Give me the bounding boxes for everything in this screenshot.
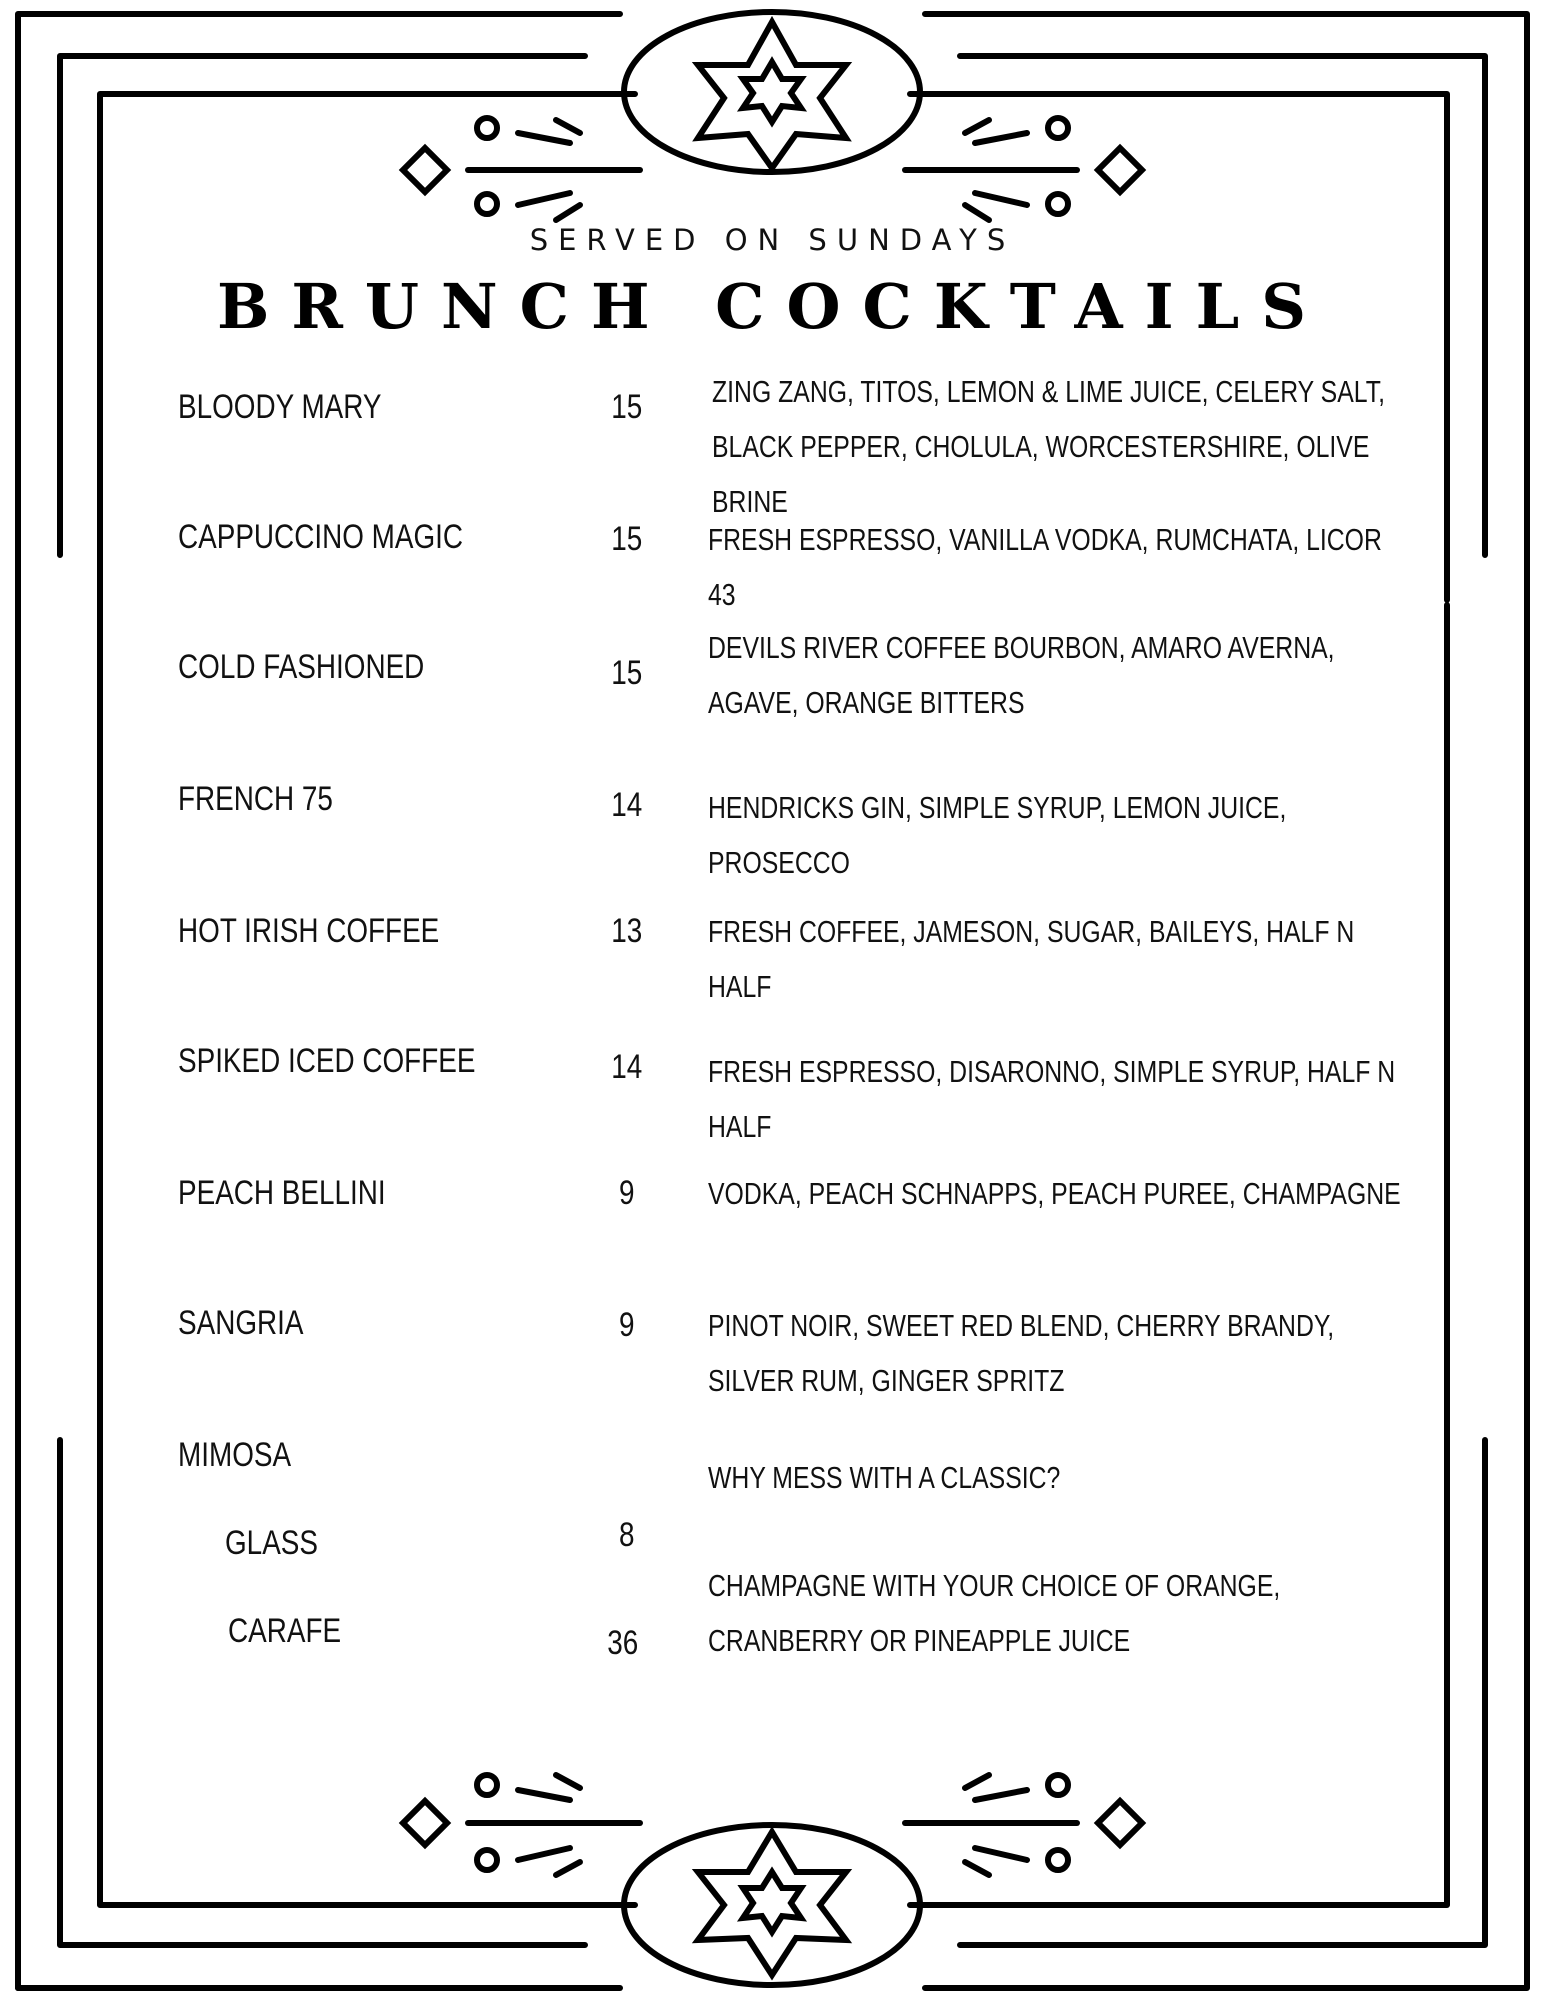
item-price: 9 (619, 1174, 635, 1212)
item-description: VODKA, PEACH SCHNAPPS, PEACH PUREE, CHAMPAGNE (708, 1176, 1401, 1211)
item-description: HENDRICKS GIN, SIMPLE SYRUP, LEMON JUICE, PROSECCO (708, 790, 1287, 880)
mimosa-name: MIMOSA (178, 1436, 292, 1474)
item-description: PINOT NOIR, SWEET RED BLEND, CHERRY BRANDY, SILVER RUM, GINGER SPRITZ (708, 1308, 1335, 1398)
item-price: 15 (611, 654, 643, 692)
mimosa-glass-price: 8 (619, 1516, 635, 1554)
mimosa-description: CHAMPAGNE WITH YOUR CHOICE OF ORANGE, CRANBERRY OR PINEAPPLE JUICE (708, 1568, 1281, 1658)
menu-subtitle: SERVED ON SUNDAYS (529, 223, 1016, 257)
item-description: DEVILS RIVER COFFEE BOURBON, AMARO AVERNA, AGAVE, ORANGE BITTERS (708, 630, 1335, 720)
item-description: FRESH ESPRESSO, DISARONNO, SIMPLE SYRUP, HALF N HALF (708, 1054, 1396, 1144)
item-description: FRESH ESPRESSO, VANILLA VODKA, RUMCHATA, LICOR 43 (708, 522, 1382, 612)
item-price: 13 (611, 912, 643, 950)
item-price: 15 (611, 388, 643, 426)
item-name: PEACH BELLINI (178, 1174, 386, 1212)
mimosa-carafe-price: 36 (607, 1624, 639, 1662)
menu-title: BRUNCH COCKTAILS (217, 270, 1328, 343)
item-name: HOT IRISH COFFEE (178, 912, 440, 950)
item-price: 14 (611, 1048, 643, 1086)
item-name: SPIKED ICED COFFEE (178, 1042, 476, 1080)
item-name: CAPPUCCINO MAGIC (178, 518, 464, 556)
item-price: 14 (611, 786, 643, 824)
item-name: BLOODY MARY (178, 388, 382, 426)
item-name: SANGRIA (178, 1304, 304, 1342)
item-description: ZING ZANG, TITOS, LEMON & LIME JUICE, CELERY SALT, BLACK PEPPER, CHOLULA, WORCESTERSHIRE, OLIVE BRINE (712, 374, 1385, 519)
mimosa-glass-label: GLASS (225, 1524, 318, 1562)
item-name: COLD FASHIONED (178, 648, 425, 686)
item-name: FRENCH 75 (178, 780, 333, 818)
mimosa-tagline: WHY MESS WITH A CLASSIC? (708, 1460, 1061, 1495)
item-price: 15 (611, 520, 643, 558)
item-description: FRESH COFFEE, JAMESON, SUGAR, BAILEYS, HALF N HALF (708, 914, 1355, 1004)
mimosa-carafe-label: CARAFE (228, 1612, 342, 1650)
item-price: 9 (619, 1306, 635, 1344)
